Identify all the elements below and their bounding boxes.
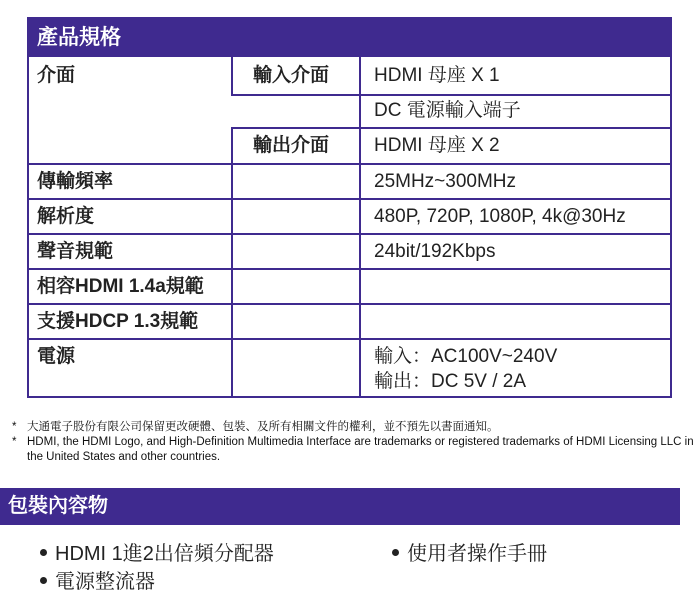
footnote [12, 435, 698, 465]
spec-value-resolution: 480P, 720P, 1080P, 4k@30Hz [374, 206, 626, 227]
spec-label-frequency: 傳輸頻率 [37, 171, 114, 192]
spec-label-hdcp: 支援HDCP 1.3規範 [37, 311, 199, 332]
spec-label-interface: 介面 [37, 65, 76, 86]
package-item [40, 541, 274, 567]
spec-label-hdmi-compat: 相容HDMI 1.4a規範 [37, 276, 204, 297]
grid-line [29, 268, 670, 270]
spec-label-power: 電源 [37, 346, 76, 367]
package-item [40, 569, 155, 595]
spec-sub-input-interface: 輸入介面 [253, 65, 330, 86]
package-title: 包裝內容物 [0, 488, 680, 525]
spec-title: 產品規格 [29, 19, 670, 57]
grid-line [29, 163, 670, 165]
grid-line [231, 127, 359, 129]
spec-label-audio: 聲音規範 [37, 241, 114, 262]
package-item-label: HDMI 1進2出倍頻分配器 [55, 543, 274, 565]
package-item [392, 541, 547, 567]
footnote-marker: * [12, 436, 17, 448]
footnotes [12, 420, 698, 465]
bullet-icon [40, 577, 47, 584]
grid-line [359, 57, 361, 398]
grid-line [231, 129, 233, 398]
grid-line [231, 94, 670, 96]
grid-line [29, 338, 670, 340]
footnote-text: 大通電子股份有限公司保留更改硬體、包裝、及所有相關文件的權利，並不預先以書面通知。 [27, 421, 499, 433]
package-item-label: 使用者操作手冊 [407, 543, 547, 565]
spec-sub-output-interface: 輸出介面 [253, 135, 330, 156]
grid-line [29, 233, 670, 235]
bullet-icon [392, 549, 399, 556]
footnote [12, 420, 698, 435]
grid-line [359, 127, 670, 129]
spec-value-power-input: 輸入：AC100V~240V [374, 346, 558, 367]
spec-label-resolution: 解析度 [37, 206, 95, 227]
package-item-label: 電源整流器 [55, 571, 155, 593]
footnote-marker: * [12, 421, 17, 433]
bullet-icon [40, 549, 47, 556]
grid-line [231, 57, 233, 96]
spec-value-frequency: 25MHz~300MHz [374, 171, 517, 192]
spec-value-power-output: 輸出：DC 5V / 2A [374, 371, 527, 392]
spec-value-hdmi-output: HDMI 母座 X 2 [374, 135, 500, 156]
spec-value-audio: 24bit/192Kbps [374, 241, 496, 262]
spec-value-hdmi-input: HDMI 母座 X 1 [374, 65, 500, 86]
footnote-text: HDMI, the HDMI Logo, and High-Definition Multimedia Interface are trademarks or registered trademarks of HDMI Licensing LLC in the United States and other countries. [27, 436, 694, 463]
spec-table [27, 17, 672, 398]
spec-value-dc-input: DC 電源輸入端子 [374, 100, 521, 121]
grid-line [29, 198, 670, 200]
grid-line [29, 303, 670, 305]
